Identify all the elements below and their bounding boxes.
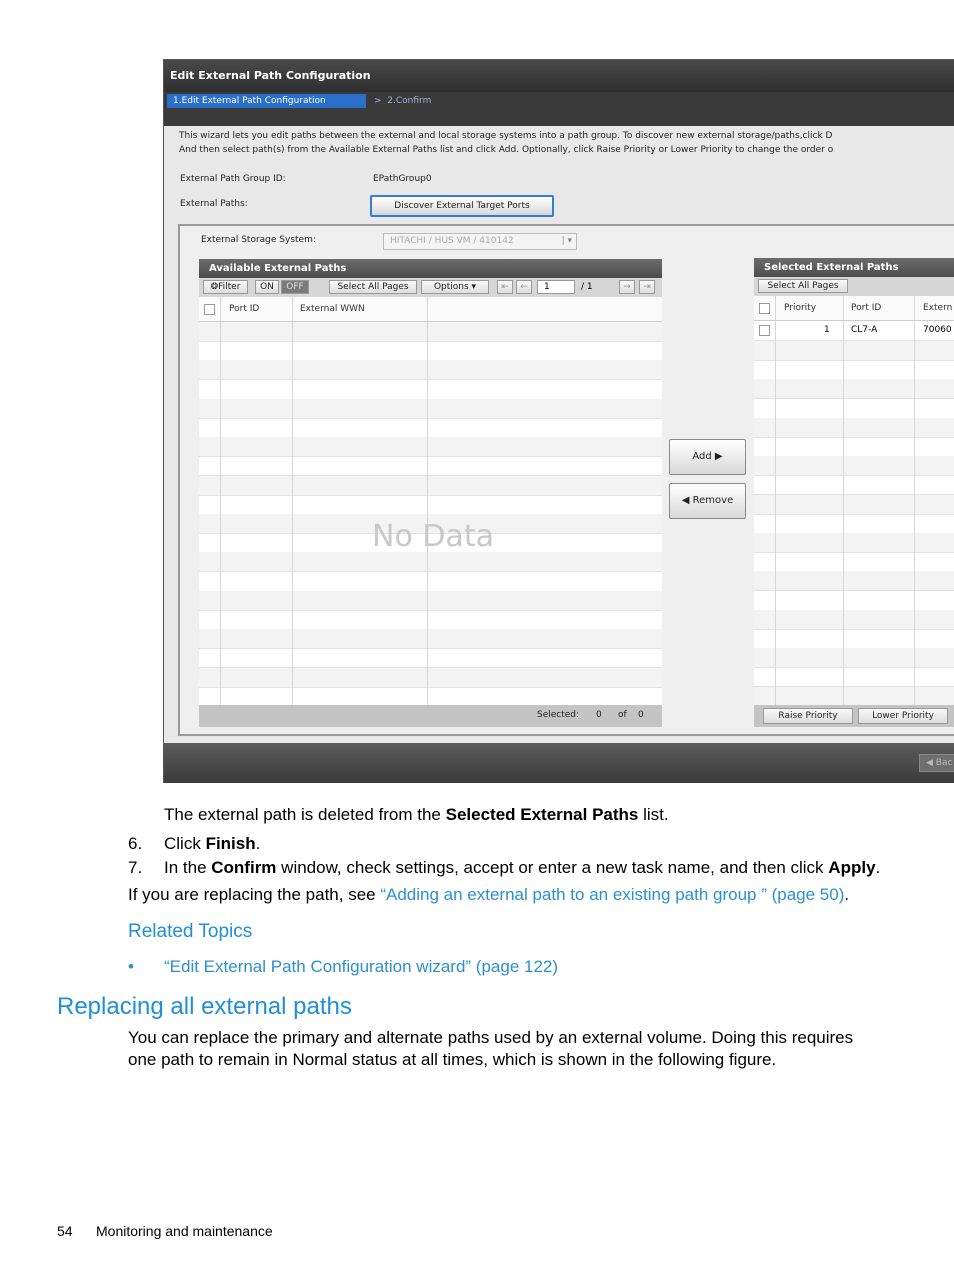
prev-page-icon[interactable]: ← (516, 280, 532, 294)
remove-button[interactable]: ◀ Remove (669, 483, 746, 519)
table-row (199, 629, 662, 649)
page-number: 54 (57, 1223, 73, 1239)
last-page-icon[interactable]: ⇥ (639, 280, 655, 294)
step-confirm-label: 2.Confirm (387, 96, 432, 106)
window-title: Edit External Path Configuration (164, 60, 954, 92)
available-paths-table (199, 297, 662, 705)
table-row (199, 418, 662, 438)
column-header: Priority (784, 303, 817, 313)
table-row (754, 552, 954, 572)
table-row (199, 572, 662, 592)
add-button[interactable]: Add ▶ (669, 439, 746, 475)
selected-footer (754, 705, 954, 727)
table-row (199, 610, 662, 630)
table-row (754, 533, 954, 553)
column-header: Port ID (851, 303, 882, 313)
table-row (199, 648, 662, 668)
first-page-icon[interactable]: ⇤ (497, 280, 513, 294)
of-label: of (618, 710, 627, 720)
adding-path-link[interactable]: “Adding an external path to an existing path group ” (page 50) (380, 885, 845, 904)
note-bold: Selected External Paths (445, 805, 639, 824)
page-input[interactable]: 1 (537, 280, 575, 294)
step-edit-config[interactable]: 1.Edit External Path Configuration (167, 94, 366, 108)
table-row (754, 571, 954, 591)
edit-wizard-link[interactable]: “Edit External Path Configuration wizard” (page 122) (164, 957, 559, 976)
available-footer (199, 705, 662, 727)
table-row[interactable] (754, 321, 954, 341)
next-page-icon[interactable]: → (619, 280, 635, 294)
step-text: In the (164, 858, 212, 877)
group-id-value: EPathGroup0 (373, 174, 432, 184)
note-text: The external path is deleted from the (164, 805, 446, 824)
replace-text: If you are replacing the path, see (128, 885, 381, 904)
port-id-cell: CL7-A (851, 325, 878, 335)
table-row (199, 399, 662, 419)
selected-paths-title: Selected External Paths (754, 258, 954, 277)
table-row (199, 668, 662, 688)
select-all-pages-button[interactable]: Select All Pages (329, 280, 417, 294)
table-row (199, 476, 662, 496)
table-row (199, 456, 662, 476)
table-row (199, 495, 662, 515)
table-row (754, 341, 954, 361)
table-row (754, 379, 954, 399)
table-row (199, 591, 662, 611)
wizard-bottom-bar (164, 743, 954, 783)
note-text: list. (638, 805, 669, 824)
step-text: . (255, 834, 261, 853)
table-row (199, 687, 662, 705)
storage-system-value: HITACHI / HUS VM / 410142 (390, 236, 514, 246)
intro-text (179, 129, 954, 157)
table-row (754, 591, 954, 611)
wizard-steps (164, 92, 954, 110)
selected-paths-table (754, 296, 954, 705)
external-wwn-cell: 70060 (923, 325, 952, 335)
table-row (754, 475, 954, 495)
step-text: Click (164, 834, 206, 853)
table-row (754, 667, 954, 687)
table-row (754, 418, 954, 438)
chevron-down-icon: | ▾ (561, 236, 572, 246)
table-row (199, 341, 662, 361)
related-topics-heading: Related Topics (128, 921, 253, 942)
raise-priority-button[interactable]: Raise Priority (763, 708, 853, 724)
back-button[interactable]: ◀ Bac (919, 754, 954, 772)
filter-button[interactable]: ❂Filter (203, 280, 248, 294)
table-row (754, 514, 954, 534)
table-row (199, 322, 662, 342)
step-text: window, check settings, accept or enter a new task name, and then click (276, 858, 829, 877)
column-header: External WWN (300, 304, 365, 314)
step-number: 6. (128, 834, 143, 853)
wizard-screenshot (163, 59, 954, 783)
select-all-checkbox[interactable] (759, 303, 770, 314)
table-row (199, 360, 662, 380)
step-bold: Finish (205, 834, 256, 853)
available-paths-title: Available External Paths (199, 259, 662, 278)
step-bold: Apply (828, 858, 876, 877)
table-row (754, 437, 954, 457)
lower-priority-button[interactable]: Lower Priority (858, 708, 948, 724)
table-row (754, 648, 954, 668)
section-heading: Replacing all external paths (57, 993, 352, 1020)
footer-section: Monitoring and maintenance (96, 1223, 273, 1239)
selected-count: 0 (596, 710, 602, 720)
selected-paths-panel (754, 258, 954, 727)
step-number: 7. (128, 858, 143, 877)
no-data-text: No Data (372, 519, 494, 554)
filter-on-toggle[interactable]: ON (255, 280, 279, 294)
table-row (754, 456, 954, 476)
selected-label: Selected: (537, 710, 580, 720)
table-row (199, 380, 662, 400)
external-paths-label: External Paths: (180, 199, 248, 209)
selected-toolbar (754, 277, 954, 296)
group-id-label: External Path Group ID: (180, 174, 286, 184)
step-text: . (875, 858, 881, 877)
table-row (754, 495, 954, 515)
storage-system-label: External Storage System: (201, 235, 316, 245)
paragraph-line: one path to remain in Normal status at all times, which is shown in the following figure. (128, 1050, 777, 1069)
intro-line: This wizard lets you edit paths between the external and local storage systems into a path group. To discover new external storage/paths,click D (179, 131, 833, 141)
deleted-note (164, 804, 669, 826)
step-7 (164, 857, 880, 879)
table-header (199, 297, 662, 322)
step-confirm[interactable] (374, 94, 431, 108)
column-header: Extern (923, 303, 953, 313)
table-row (754, 399, 954, 419)
body-paragraph (128, 1027, 853, 1071)
filter-off-toggle[interactable]: OFF (281, 280, 309, 294)
select-all-checkbox[interactable] (204, 304, 215, 315)
step-6 (164, 833, 260, 855)
discover-ports-button[interactable]: Discover External Target Ports (370, 195, 554, 217)
available-paths-panel (199, 259, 662, 727)
table-row (199, 437, 662, 457)
select-all-pages-button[interactable]: Select All Pages (758, 279, 848, 293)
replace-note (128, 884, 849, 906)
replace-text: . (844, 885, 850, 904)
bullet-icon: • (128, 957, 134, 976)
step-bold: Confirm (211, 858, 277, 877)
priority-cell: 1 (824, 325, 830, 335)
wizard-steps-divider (164, 110, 954, 126)
table-row (754, 629, 954, 649)
step-separator: > (374, 96, 382, 106)
storage-system-select[interactable] (383, 233, 577, 250)
row-checkbox[interactable] (759, 325, 770, 336)
table-row (754, 360, 954, 380)
table-row (754, 610, 954, 630)
page-total: / 1 (581, 282, 593, 292)
intro-line: And then select path(s) from the Available External Paths list and click Add. Optionally, click Raise Priority or Lower Priority to change the order o (179, 145, 834, 155)
table-row (199, 552, 662, 572)
total-count: 0 (638, 710, 644, 720)
table-row (754, 687, 954, 705)
paragraph-line: You can replace the primary and alternate paths used by an external volume. Doing this requires (128, 1028, 854, 1047)
table-header (754, 296, 954, 321)
available-toolbar (199, 278, 662, 297)
options-button[interactable]: Options ▾ (421, 280, 489, 294)
column-header: Port ID (229, 304, 260, 314)
